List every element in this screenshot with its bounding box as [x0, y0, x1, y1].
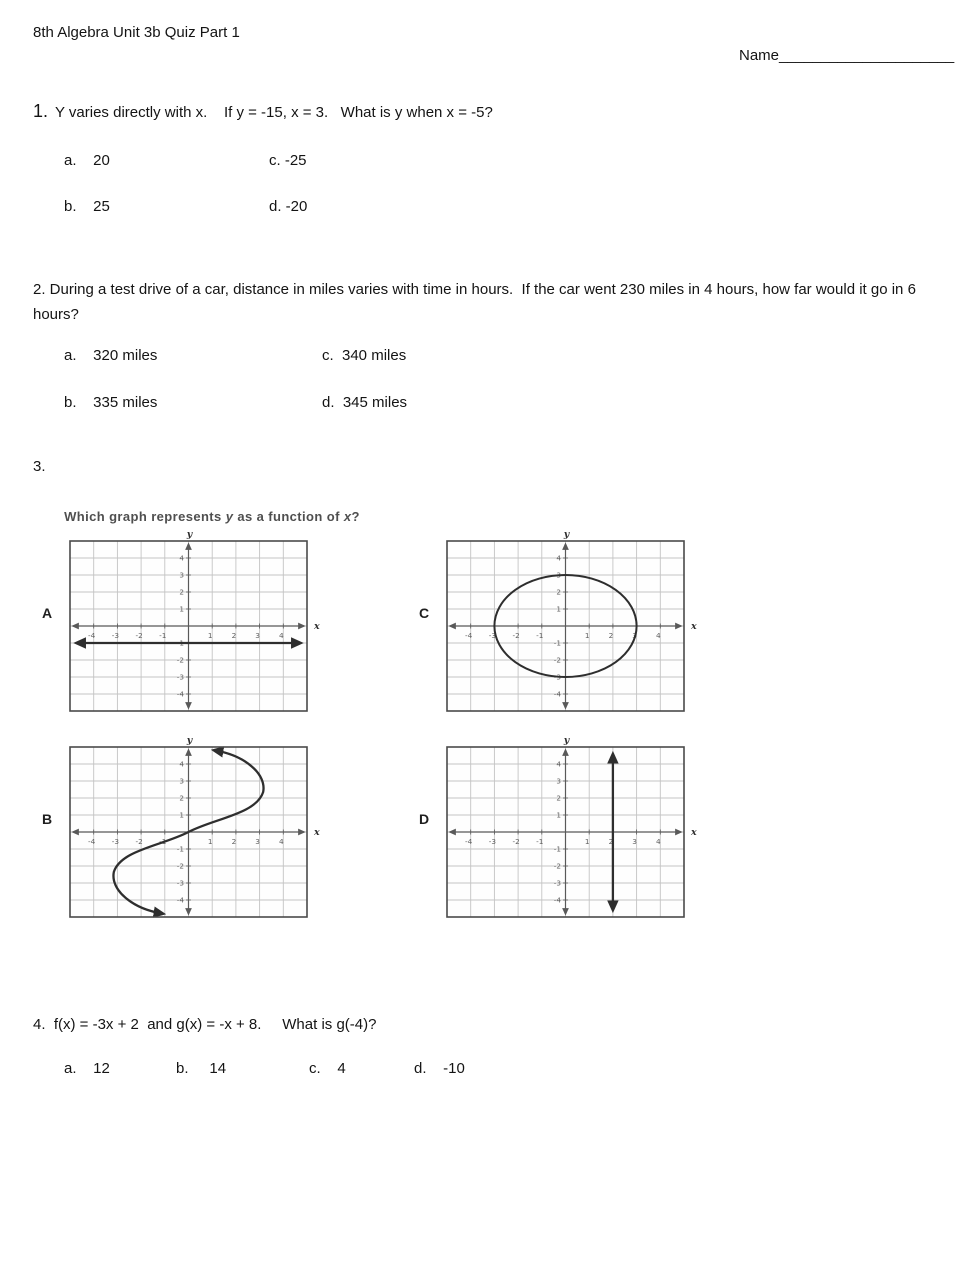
q1-option-b: b. 25 [64, 198, 110, 215]
svg-text:1: 1 [207, 631, 213, 640]
q4-option-d: d. -10 [414, 1060, 465, 1077]
svg-text:-2: -2 [553, 861, 561, 871]
q4-option-b: b. 14 [176, 1060, 227, 1077]
q3-prompt-part: Which graph represents [64, 509, 226, 525]
q4-option-c: c. 4 [309, 1060, 346, 1077]
svg-text:3: 3 [632, 837, 637, 846]
svg-text:y: y [563, 735, 570, 746]
svg-text:-3: -3 [553, 672, 561, 682]
svg-text:4: 4 [655, 631, 661, 640]
svg-text:3: 3 [632, 631, 637, 640]
graph-b-plot [60, 733, 326, 925]
svg-text:-2: -2 [512, 837, 520, 846]
svg-text:2: 2 [608, 837, 614, 846]
svg-text:-2: -2 [135, 837, 143, 846]
svg-text:3: 3 [255, 837, 260, 846]
svg-text:1: 1 [179, 604, 184, 614]
question-3-number: 3. [33, 458, 46, 475]
graph-c-label: C [419, 605, 430, 621]
svg-text:4: 4 [179, 759, 184, 769]
svg-text:-2: -2 [176, 655, 184, 665]
svg-text:1: 1 [179, 810, 184, 820]
svg-text:4: 4 [556, 759, 561, 769]
svg-text:-4: -4 [88, 837, 96, 846]
svg-text:4: 4 [179, 553, 184, 563]
svg-text:x: x [691, 827, 697, 838]
svg-text:x: x [691, 621, 697, 632]
svg-text:-1: -1 [553, 844, 561, 854]
svg-text:-1: -1 [553, 638, 561, 648]
question-4-options-row [64, 1060, 465, 1079]
svg-text:-3: -3 [488, 837, 497, 846]
svg-text:-4: -4 [465, 837, 473, 846]
svg-text:-1: -1 [176, 844, 184, 854]
svg-text:3: 3 [179, 570, 184, 580]
svg-text:y: y [563, 529, 570, 540]
q4-option-a: a. 12 [64, 1060, 110, 1077]
svg-text:1: 1 [207, 837, 213, 846]
question-2-text: 2. During a test drive of a car, distance in miles varies with time in hours. If the car went 230 miles in 4 hours, how far would it go in 6 hours? [33, 281, 921, 323]
svg-text:2: 2 [231, 631, 237, 640]
q2-option-a: a. 320 miles [64, 347, 158, 364]
svg-text:-3: -3 [176, 878, 184, 888]
svg-text:2: 2 [179, 793, 184, 803]
svg-text:-1: -1 [536, 631, 544, 640]
svg-text:-3: -3 [111, 837, 120, 846]
graph-c-plot [437, 527, 703, 719]
svg-text:x: x [314, 621, 320, 632]
graph-a-label: A [42, 605, 53, 621]
svg-text:-1: -1 [176, 638, 184, 648]
svg-text:-2: -2 [176, 861, 184, 871]
svg-text:4: 4 [655, 837, 661, 846]
svg-text:-3: -3 [176, 672, 184, 682]
svg-text:-3: -3 [488, 631, 497, 640]
svg-text:1: 1 [556, 810, 561, 820]
graph-b-label: B [42, 811, 53, 827]
graph-d-label: D [419, 811, 430, 827]
svg-text:-3: -3 [111, 631, 120, 640]
svg-text:-4: -4 [88, 631, 96, 640]
question-4-text: 4. f(x) = -3x + 2 and g(x) = -x + 8. What is g(-4)? [33, 1016, 377, 1033]
quiz-title: 8th Algebra Unit 3b Quiz Part 1 [33, 24, 240, 41]
svg-text:-4: -4 [465, 631, 473, 640]
svg-text:-2: -2 [553, 655, 561, 665]
svg-text:-2: -2 [135, 631, 143, 640]
question-1-number: 1. [33, 101, 49, 121]
svg-text:3: 3 [556, 570, 561, 580]
q1-option-c: c. -25 [269, 152, 307, 169]
svg-text:2: 2 [608, 631, 614, 640]
svg-text:3: 3 [255, 631, 260, 640]
graph-d-plot [437, 733, 703, 925]
svg-text:-2: -2 [512, 631, 520, 640]
name-blank: Name_____________________ [739, 47, 955, 64]
svg-text:1: 1 [584, 631, 590, 640]
q3-prompt-y: y [225, 509, 234, 525]
graph-c [417, 527, 717, 723]
q2-option-b: b. 335 miles [64, 394, 158, 411]
q3-prompt-part: as a function of [233, 509, 344, 525]
svg-text:2: 2 [179, 587, 184, 597]
graph-a [40, 527, 340, 723]
svg-text:4: 4 [278, 837, 284, 846]
svg-text:4: 4 [556, 553, 561, 563]
svg-text:-4: -4 [553, 895, 561, 905]
svg-text:y: y [186, 735, 193, 746]
svg-text:y: y [186, 529, 193, 540]
q1-option-d: d. -20 [269, 198, 308, 215]
graph-a-plot [60, 527, 326, 719]
svg-text:-4: -4 [553, 689, 561, 699]
svg-text:-4: -4 [176, 689, 184, 699]
svg-text:-1: -1 [159, 837, 167, 846]
question-1-text: Y varies directly with x. If y = -15, x = 3. What is y when x = -5? [55, 104, 493, 121]
svg-text:2: 2 [556, 587, 561, 597]
graph-d [417, 733, 717, 929]
svg-text:1: 1 [584, 837, 590, 846]
question-2-options-row-2 [64, 394, 407, 413]
q2-option-d: d. 345 miles [322, 394, 408, 411]
svg-text:3: 3 [179, 776, 184, 786]
svg-text:2: 2 [231, 837, 237, 846]
q1-option-a: a. 20 [64, 152, 110, 169]
svg-text:4: 4 [278, 631, 284, 640]
svg-text:-1: -1 [159, 631, 167, 640]
svg-text:2: 2 [556, 793, 561, 803]
svg-text:-4: -4 [176, 895, 184, 905]
q2-option-c: c. 340 miles [322, 347, 407, 364]
question-1-options-row-2 [64, 198, 307, 217]
graph-b [40, 733, 340, 929]
question-1-options-row-1 [64, 152, 307, 171]
question-2-options-row-1 [64, 347, 406, 366]
svg-text:x: x [314, 827, 320, 838]
q3-prompt-part: ? [351, 509, 360, 525]
svg-text:3: 3 [556, 776, 561, 786]
question-1 [33, 100, 493, 123]
svg-text:1: 1 [556, 604, 561, 614]
svg-text:-1: -1 [536, 837, 544, 846]
q3-prompt-x: x [343, 509, 352, 525]
svg-text:-3: -3 [553, 878, 561, 888]
